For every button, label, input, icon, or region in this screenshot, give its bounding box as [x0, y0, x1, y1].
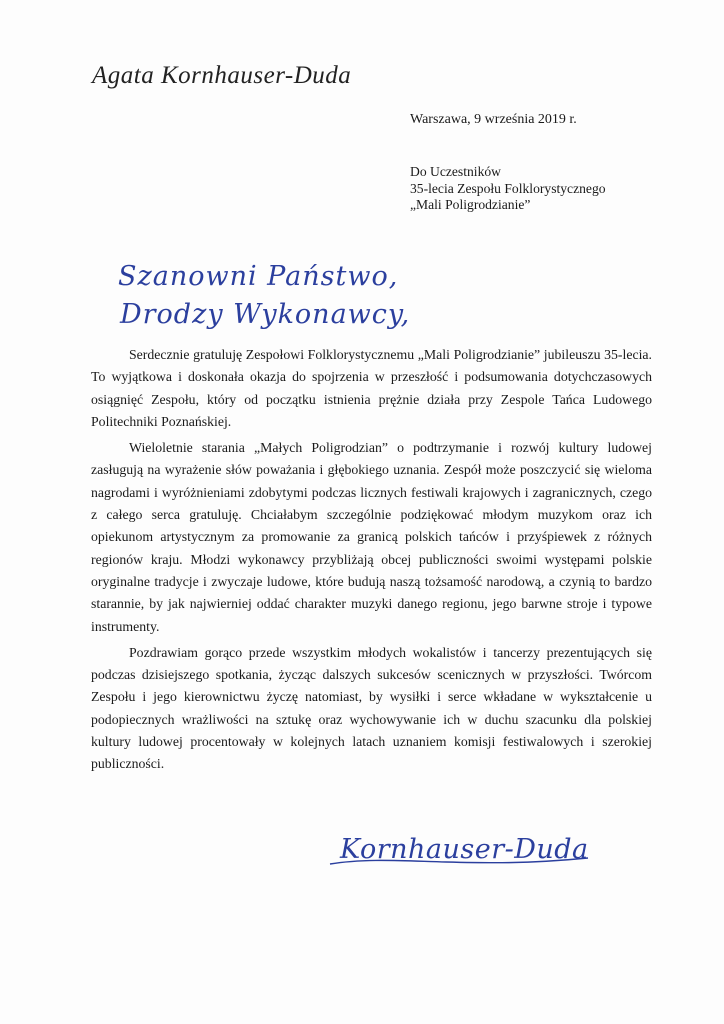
handwritten-signature	[326, 828, 596, 876]
body-paragraph: Pozdrawiam gorąco przede wszystkim młodych wokalistów i tancerzy prezentujących się podczas dzisiejszego spotkania, życząc dalszych sukcesów scenicznych w przyszłości. Twórcom Zespołu i jego kierownictwu życzę natomiast, by wysiłki i serce wkładane w wykształcenie u podopiecznych wrażliwości na sztukę oraz wychowywanie ich w duchu szacunku dla polskiej kultury ludowej procentowały w kolejnych latach uznaniem komisji festiwalowych i szerokiej publiczności.	[91, 644, 652, 772]
greeting-line: Drodzy Wykonawcy,	[120, 299, 411, 330]
greeting-line: Szanowni Państwo,	[118, 261, 399, 292]
recipient-line: „Mali Poligrodzianie”	[410, 197, 531, 212]
place-and-date: Warszawa, 9 września 2019 r.	[410, 112, 577, 127]
body-paragraph: Serdecznie gratuluję Zespołowi Folklorystycznemu „Mali Poligrodzianie” jubileuszu 35-lecia. To wyjątkowa i doskonała okazja do spojrzenia w przeszłość i podsumowania dotychczasowych osiągnięć Zespołu, który od początku istnienia prężnie działa przy Zespole Tańca Ludowego Politechniki Poznańskiej.	[91, 347, 652, 429]
body-paragraph: Wieloletnie starania „Małych Poligrodzian” o podtrzymanie i rozwój kultury ludowej zasługują na wyrażenie słów poważania i głębokiego uznania. Zespół może poszczycić się wieloma nagrodami i wyróżnieniami zdobytymi podczas licznych festiwali krajowych i zagranicznych, czego z całego serca gratuluję. Chciałabym szczególnie podziękować młodym muzykom oraz ich opiekunom artystycznym za promowanie za granicą polskich tańców i przyśpiewek z różnych regionów kraju. Młodzi wykonawcy przybliżają obcej publiczności swoimi występami polskie oryginalne tradycje i zwyczaje ludowe, które budują naszą tożsamość narodową, a czynią to bardzo starannie, by jak najwierniej oddać charakter muzyki danego regionu, jego barwne stroje i typowe instrumenty.	[91, 440, 652, 634]
letter-body	[91, 344, 652, 780]
signature-text: Kornhauser-Duda	[340, 834, 589, 865]
handwritten-greeting	[118, 258, 410, 334]
recipient-line: 35-lecia Zespołu Folklorystycznego	[410, 180, 606, 196]
letterhead-name: Agata Kornhauser-Duda	[92, 62, 352, 89]
recipient-line: Do Uczestników	[410, 164, 501, 179]
recipient-block	[410, 164, 606, 214]
